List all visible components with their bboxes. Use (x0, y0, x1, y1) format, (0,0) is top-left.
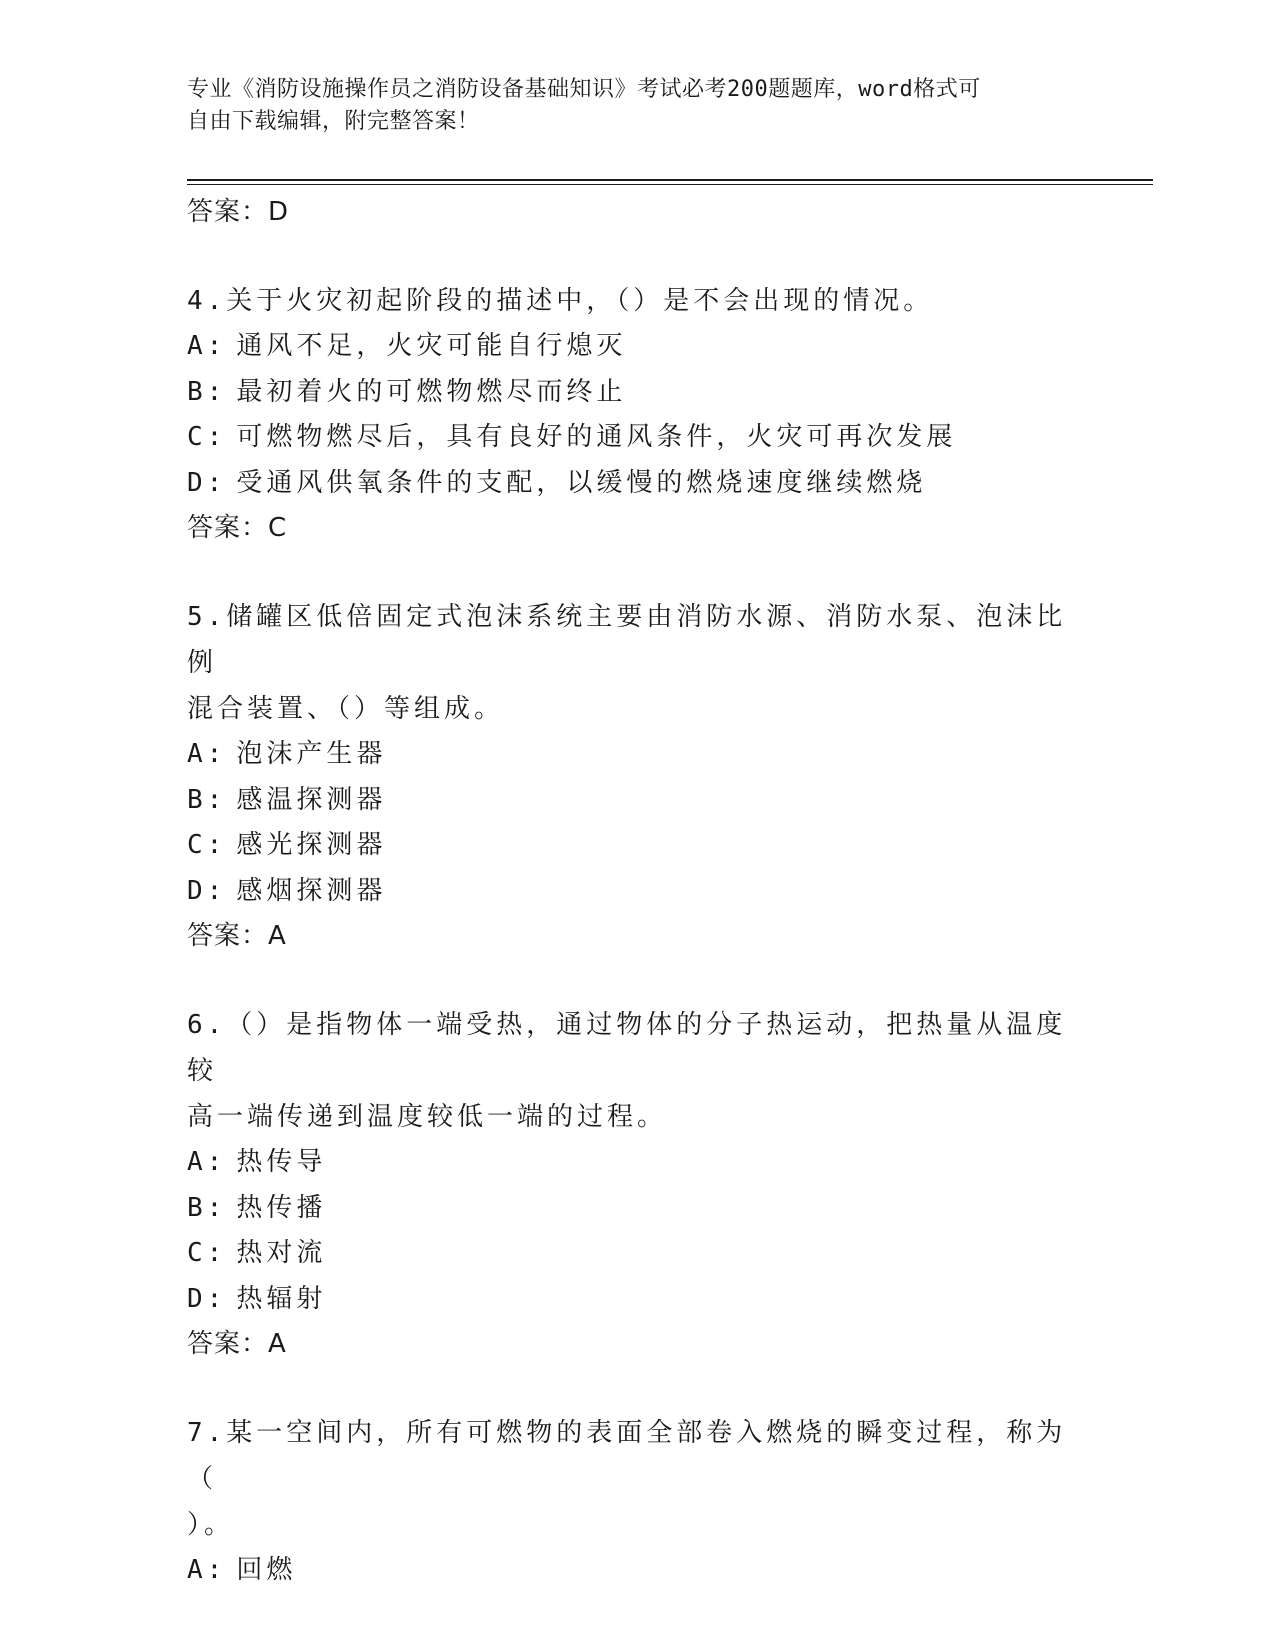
option-d (187, 1277, 1087, 1323)
option-key: B: (187, 784, 227, 815)
question-stem-continued: ）。 (187, 1510, 235, 1540)
option-text: 感光探测器 (236, 830, 387, 860)
option-c (187, 415, 1087, 461)
option-text: 可燃物燃尽后，具有良好的通风条件，火灾可再次发展 (236, 422, 957, 452)
header-divider-thin (187, 184, 1153, 185)
option-text: 泡沫产生器 (236, 739, 387, 769)
question-stem-continued: 高一端传递到温度较低一端的过程。 (187, 1102, 668, 1132)
option-key: C: (187, 830, 227, 860)
option-text: 感温探测器 (236, 784, 387, 815)
option-a (187, 1548, 1087, 1594)
option-key: A: (187, 331, 227, 361)
option-b (187, 1186, 1087, 1232)
option-text: 最初着火的可燃物燃尽而终止 (236, 376, 627, 407)
option-a (187, 732, 1087, 778)
header-divider-thick (187, 179, 1153, 181)
option-text: 回燃 (236, 1555, 297, 1585)
spacer (187, 958, 1087, 1002)
question-list (187, 190, 1087, 1594)
option-text: 热传播 (236, 1192, 327, 1223)
option-text: 热对流 (236, 1238, 327, 1268)
option-c (187, 823, 1087, 869)
option-text: 通风不足，火灾可能自行熄灭 (236, 331, 627, 361)
option-c (187, 1231, 1087, 1277)
option-key: A: (187, 739, 227, 769)
answer-line: 答案：D (187, 197, 290, 227)
option-text: 热传导 (236, 1147, 327, 1177)
question-stem: 4.关于火灾初起阶段的描述中，（）是不会出现的情况。 (187, 286, 934, 316)
option-key: D: (187, 467, 227, 498)
option-d (187, 869, 1087, 915)
answer-line: 答案：C (187, 513, 288, 543)
option-key: C: (187, 422, 227, 452)
question-stem-continued: 混合装置、（）等组成。 (187, 694, 505, 724)
option-key: C: (187, 1238, 227, 1268)
option-key: A: (187, 1147, 227, 1177)
answer-line: 答案：A (187, 921, 287, 951)
answer-line: 答案：A (187, 1329, 287, 1359)
question-stem: 5.储罐区低倍固定式泡沫系统主要由消防水源、消防水泵、泡沫比例 (187, 602, 1067, 678)
header-line-2: 自由下载编辑，附完整答案！ (187, 109, 480, 134)
option-a (187, 1140, 1087, 1186)
question-block (187, 1002, 1087, 1366)
spacer (187, 550, 1087, 594)
option-text: 感烟探测器 (236, 875, 387, 906)
question-block (187, 1410, 1087, 1594)
option-b (187, 370, 1087, 416)
option-text: 受通风供氧条件的支配，以缓慢的燃烧速度继续燃烧 (236, 467, 927, 498)
question-block (187, 594, 1087, 958)
header-line-1: 专业《消防设施操作员之消防设备基础知识》考试必考200题题库，word格式可 (187, 77, 981, 102)
option-text: 热辐射 (236, 1283, 327, 1314)
page-header (187, 74, 1067, 138)
option-a (187, 324, 1087, 370)
spacer (187, 1366, 1087, 1410)
option-key: D: (187, 875, 227, 906)
question-stem: 7.某一空间内，所有可燃物的表面全部卷入燃烧的瞬变过程，称为（ (187, 1418, 1067, 1494)
option-key: D: (187, 1283, 227, 1314)
option-b (187, 778, 1087, 824)
question-block (187, 278, 1087, 550)
spacer (187, 234, 1087, 278)
question-stem: 6.（）是指物体一端受热，通过物体的分子热运动，把热量从温度较 (187, 1010, 1067, 1086)
option-key: B: (187, 1192, 227, 1223)
option-d (187, 461, 1087, 507)
option-key: A: (187, 1555, 227, 1585)
option-key: B: (187, 376, 227, 407)
